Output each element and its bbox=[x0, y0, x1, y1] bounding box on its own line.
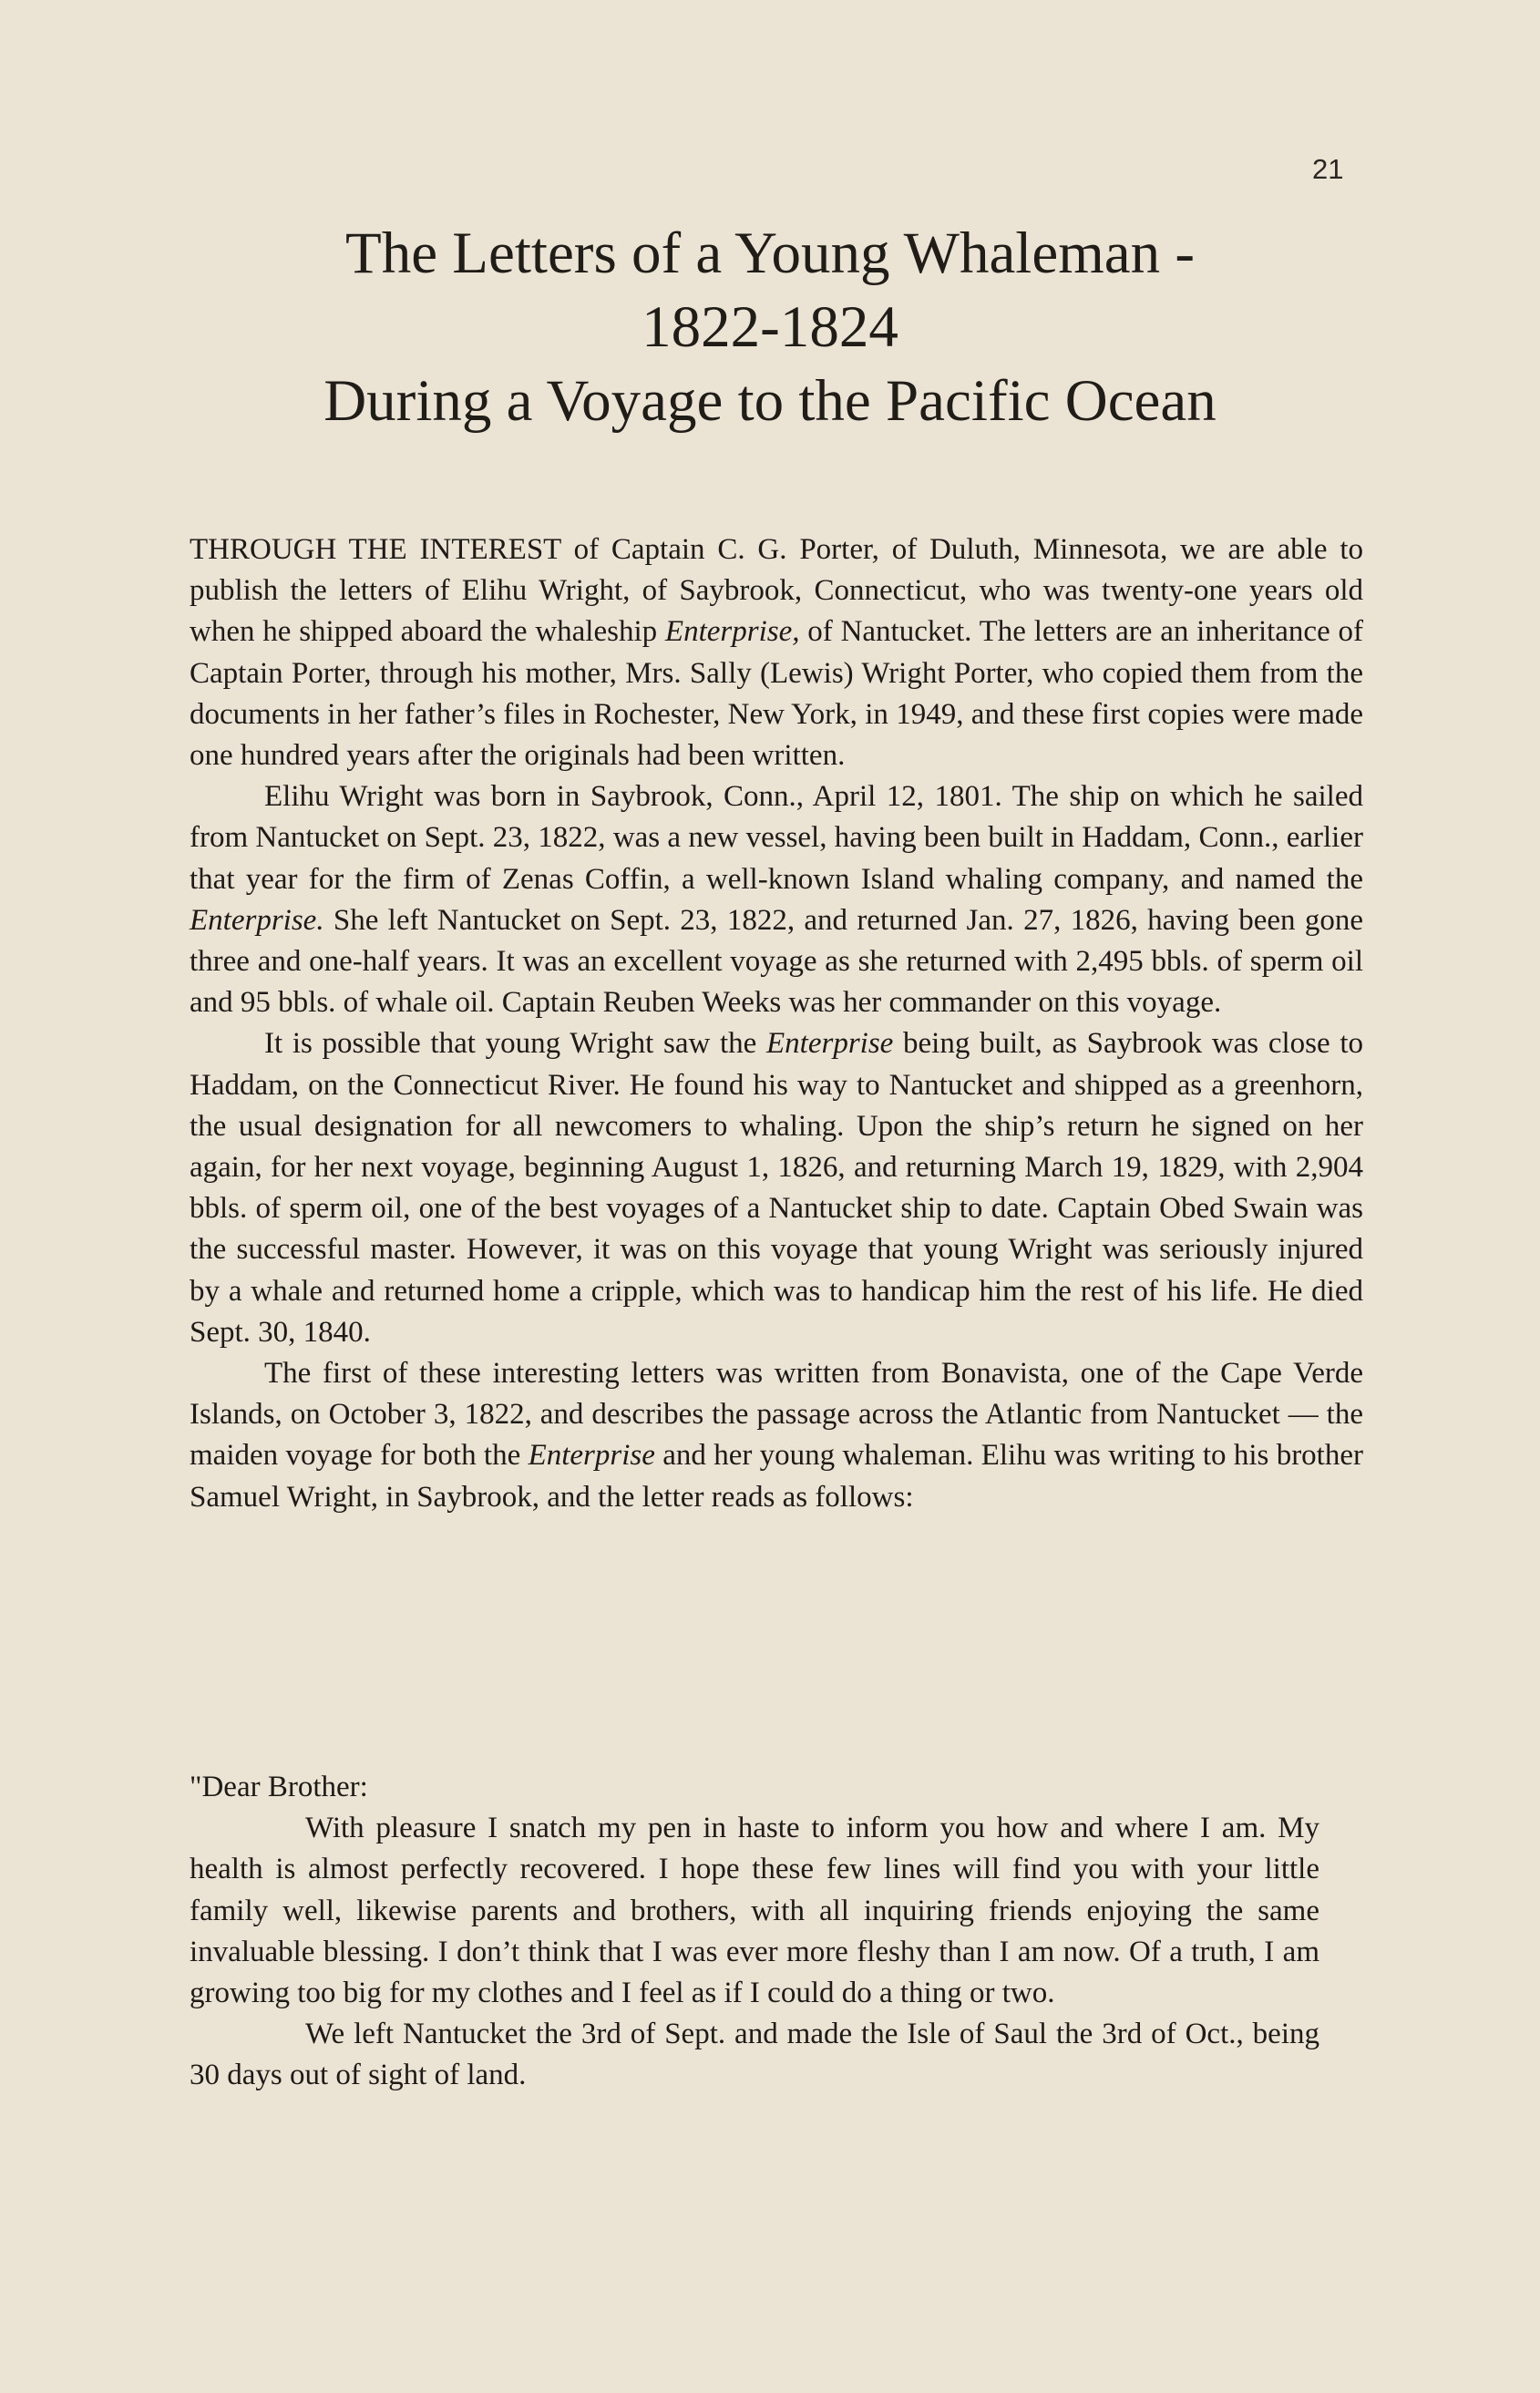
title-line-3: During a Voyage to the Pacific Ocean bbox=[323, 368, 1217, 434]
paragraph-text: and her young whaleman. Elihu was writing to his brother Samuel Wright, in Saybrook, and the letter reads as follows: bbox=[190, 1439, 1363, 1514]
paragraph-text: being built, as Saybrook was close to Haddam, on the Connecticut River. He found his way to Nantucket and shipped as a greenhorn, the usual designation for all newcomers to whaling. Upon the ship’s return he signed on her again, for her next voyage, beginning August 1, 1826, and returning March 19, 1829, with 2,904 bbls. of sperm oil, one of the best voyages of a Nantucket ship to date. Captain Obed Swain was the successful master. However, it was on this voyage that young Wright was seriously injured by a whale and returned home a cripple, which was to handicap him the rest of his life. He died Sept. 30, 1840. bbox=[190, 1027, 1363, 1349]
paragraph-text: The first of these interesting letters was written from Bonavista, one of the Cape Verde Islands, on October 3, 1822, and describes the passage across the Atlantic from Nantucket — the maiden voyage for both the bbox=[190, 1357, 1363, 1473]
intro-paragraph-2 bbox=[190, 776, 1363, 1023]
intro-paragraph-1 bbox=[190, 529, 1363, 776]
paragraph-text: of Captain C. G. Porter, of Duluth, Minnesota, we are able to publish the letters of Elihu Wright, of Saybrook, Connecticut, who was twenty-one years old when he shipped aboard the whaleship bbox=[190, 533, 1363, 649]
letter-paragraph-2: We left Nantucket the 3rd of Sept. and made the Isle of Saul the 3rd of Oct., being 30 days out of sight of land. bbox=[190, 2018, 1319, 2092]
article-title bbox=[137, 217, 1403, 438]
paragraph-text: She left Nantucket on Sept. 23, 1822, and returned Jan. 27, 1826, having been gone three and one-half years. It was an excellent voyage as she returned with 2,495 bbls. of sperm oil and 95 bbls. of whale oil. Captain Reuben Weeks was her commander on this voyage. bbox=[190, 903, 1363, 1020]
title-line-2: 1822-1824 bbox=[642, 294, 898, 360]
paragraph-text: of Nantucket. The letters are an inheritance of Captain Porter, through his mother, Mrs. Sally (Lewis) Wright Porter, who copied them from the documents in her father’s files in Rochester, New York, in 1949, and these first copies were made one hundred years after the originals had been written. bbox=[190, 615, 1363, 773]
intro-paragraph-4 bbox=[190, 1353, 1363, 1518]
intro-paragraph-3 bbox=[190, 1023, 1363, 1353]
page-number: 21 bbox=[1312, 153, 1344, 185]
ship-name: Enterprise bbox=[766, 1027, 894, 1061]
paragraph-text: Elihu Wright was born in Saybrook, Conn., April 12, 1801. The ship on which he sailed from Nantucket on Sept. 23, 1822, was a new vessel, having been built in Haddam, Conn., earlier that year for the firm of Zenas Coffin, a well-known Island whaling company, and named the bbox=[190, 780, 1363, 896]
letter-salutation: "Dear Brother: bbox=[190, 1771, 368, 1803]
title-line-1: The Letters of a Young Whaleman - bbox=[344, 221, 1196, 286]
lead-in: THROUGH THE INTEREST bbox=[190, 533, 561, 566]
ship-name: Enterprise. bbox=[190, 903, 324, 937]
introduction bbox=[190, 529, 1363, 1518]
letter bbox=[190, 1767, 1319, 2097]
ship-name: Enterprise, bbox=[664, 615, 800, 649]
paragraph-text: It is possible that young Wright saw the bbox=[264, 1027, 767, 1061]
letter-paragraph-1: With pleasure I snatch my pen in haste to inform you how and where I am. My health is almost perfectly recovered. I hope these few lines will find you with your little family well, likewise parents and brothers, with all inquiring friends enjoying the same invaluable blessing. I don’t think that I was ever more fleshy than I am now. Of a truth, I am growing too big for my clothes and I feel as if I could do a thing or two. bbox=[190, 1812, 1319, 2010]
ship-name: Enterprise bbox=[528, 1439, 655, 1473]
